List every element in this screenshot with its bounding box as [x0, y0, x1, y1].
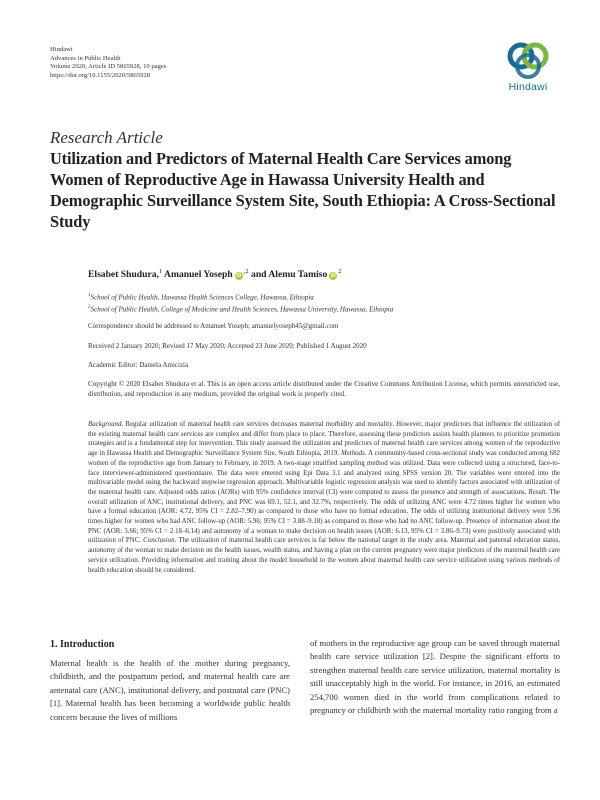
author-name[interactable]: Amanuel Yoseph: [164, 269, 233, 281]
journal-meta: [50, 46, 166, 80]
affiliation-2: [88, 305, 393, 313]
author-conjunction: and: [251, 269, 267, 281]
hindawi-logo: [496, 40, 560, 93]
publisher-name: Hindawi: [50, 46, 73, 53]
article-title: Utilization and Predictors of Maternal Health Care Services among Women of Reproductive Age in Hawassa University Health and Demographic Surveillance System Site, South Ethiopia: A Cross-Sectional Study: [50, 149, 556, 231]
correspondence: Correspondence should be addressed to Amanuel Yoseph; amanuelyoseph45@gmail.com: [88, 322, 339, 330]
academic-editor: Academic Editor: Daniela Amicizia: [88, 361, 189, 369]
body-column-right: of mothers in the reproductive age group can be saved through maternal health care service utilization [2]. Despite the significant efforts to strengthen maternal health care service utilization, maternal mortality is still unacceptably high in the world. For instance, in 2016, an estimated 254,700 women died in the world from complications related to pregnancy or childbirth with the maternal mortality ratio ranging from a: [310, 638, 560, 716]
abstract-conclusion: The utilization of maternal health care services is far below the national target in the study area. Maternal and paternal education status, autonomy of the woman to make decision on the health issues, wealth status, and having a plan on the current pregnancy were major predictors of the maternal health care service utilization. Providing information and training about the model household to the women about maternal health care service utilization using various methods of health education should be considered.: [88, 537, 560, 574]
abstract-label-methods: Methods.: [341, 450, 367, 458]
orcid-icon[interactable]: iD: [236, 273, 242, 280]
author-affiliation-mark: 2: [338, 268, 342, 275]
abstract-result: The overall utilization of ANC, institutional delivery, and PNC was 69.1, 52.1, and 32.7%, respectively. The odds of utilizing ANC were 4.72 times higher for women who have a formal education (AOR: 4.72, 95% CI = 2.82–7.90) as compared to those who have no formal education. The odds of utilizing institutional delivery were 5.96 times higher for women who had ANC follow-up (AOR: 5.96; 95% CI = 3.88–9.18) as compared to those who had no ANC follow-up. Presence of information about the PNC (AOR: 3.66; 95% CI = 2.18–6.14) and autonomy of a woman to make decision on health issues (AOR: 6.13, 95% CI = 3.86–9.73) were positively associated with utilization of PNC.: [88, 488, 560, 545]
abstract-label-result: Result.: [528, 488, 548, 496]
affiliation-1: [88, 293, 314, 301]
author-affiliation-mark: ,2: [243, 268, 249, 275]
article-type: Research Article: [50, 128, 163, 147]
section-heading-introduction: 1. Introduction: [50, 639, 115, 650]
author-list: [88, 268, 342, 280]
author-affiliation-mark: 1: [158, 268, 163, 275]
doi-link[interactable]: https://doi.org/10.1155/2020/5865928: [50, 71, 151, 79]
abstract: [88, 420, 560, 575]
abstract-label-conclusion: Conclusion.: [143, 537, 177, 545]
body-column-left: Maternal health is the health of the mother during pregnancy, childbirth, and the postpartum period, and maternal health care are antenatal care (ANC), institutional delivery, and postnatal care (PNC) [1]. Maternal health has been becoming a worldwide public health concern because the lives of millions: [50, 658, 290, 722]
hindawi-logo-icon: [505, 40, 551, 80]
abstract-methods: A community-based cross-sectional study was conducted among 682 women of the reproductive age from January to February, in 2019. A two-stage stratified sampling method was utilized. Data were collected using a structured, face-to-face interviewer-administered questionnaire. The data were entered using Epi Data 3.1 and analyzed using SPSS version 20. The variables were entered into the multivariable model using the backward stepwise regression approach. Multivariable logistic regression analysis was used to identify factors associated with utilization of the maternal health care. Adjusted odds ratios (AORs) with 95% confidence interval (CI) were computed to assess the presence and strength of associations.: [88, 450, 561, 496]
author-name[interactable]: Elsabet Shudura,: [88, 269, 159, 281]
affiliation-mark: 2: [88, 305, 91, 310]
author-name[interactable]: Alemu Tamiso: [268, 269, 328, 281]
volume-line: Volume 2020, Article ID 5865928, 10 pages: [50, 63, 167, 71]
abstract-background: Regular utilization of maternal health care services decreases maternal morbidity and mortality. However, major predictors that influence the utilization of the existing maternal health care services are complex and differ from place to place. Therefore, assessing these predictors assists health planners to prioritize promotion strategies and is a fundamental step for intervention. This study assessed the utilization and predictors of maternal health care services among women of the reproductive age in Hawassa Health and Demographic Surveillance System Site, South Ethiopia, 2019.: [88, 421, 560, 458]
logo-text: Hindawi: [508, 81, 548, 93]
affiliation-text: School of Public Health, College of Medicine and Health Sciences, Hawassa University, Hawassa, Ethiopia: [90, 305, 394, 314]
orcid-icon[interactable]: iD: [330, 273, 336, 280]
copyright-notice: Copyright © 2020 Elsabet Shudura et al. This is an open access article distributed under the Creative Commons Attribution License, which permits unrestricted use, distribution, and reproduction in any medium, provided the original work is properly cited.: [88, 380, 560, 398]
publication-dates: Received 2 January 2020; Revised 17 May 2020; Accepted 23 June 2020; Published 1 August 2020: [88, 342, 367, 350]
abstract-label-background: Background.: [88, 421, 124, 428]
journal-name: Advances in Public Health: [50, 54, 121, 62]
affiliation-mark: 1: [88, 293, 91, 298]
affiliation-text: School of Public Health, Hawassa Health Sciences College, Hawassa, Ethiopia: [90, 293, 314, 302]
